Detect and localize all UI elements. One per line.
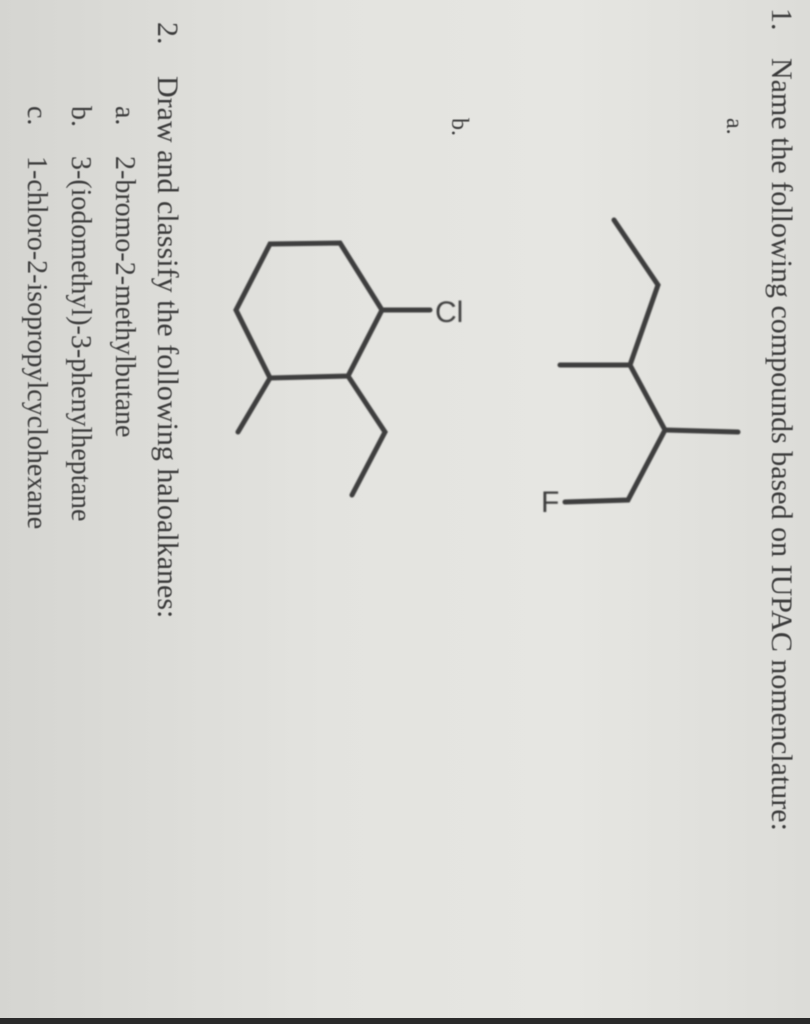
structure-b-chlorocyclohexane bbox=[236, 243, 463, 495]
fluorine-atom-label: F bbox=[541, 486, 560, 519]
q2-item-c-label: c. bbox=[21, 106, 52, 126]
q2-item-a-text: 2-bromo-2-methylbutane bbox=[109, 156, 140, 438]
structure-a-fluoroalkane bbox=[541, 220, 738, 519]
desk-edge bbox=[0, 1018, 810, 1024]
q1-item-b-label: b. bbox=[446, 118, 472, 136]
question-1-number: 1. bbox=[765, 8, 798, 31]
q2-item-a-label: a. bbox=[109, 106, 140, 126]
q2-item-b-text: 3-(iodomethyl)-3-phenylheptane bbox=[65, 156, 96, 522]
question-2-text: Draw and classify the following haloalkanes: bbox=[151, 76, 184, 619]
q1-item-a-label: a. bbox=[721, 118, 747, 135]
q2-item-b-label: b. bbox=[65, 106, 96, 127]
question-1-text: Name the following compounds based on IUPAC nomenclature: bbox=[765, 58, 798, 831]
chlorine-atom-label: Cl bbox=[435, 296, 464, 329]
q2-item-c-text: 1-chloro-2-isopropylcyclohexane bbox=[21, 156, 52, 530]
question-2-number: 2. bbox=[151, 22, 184, 45]
